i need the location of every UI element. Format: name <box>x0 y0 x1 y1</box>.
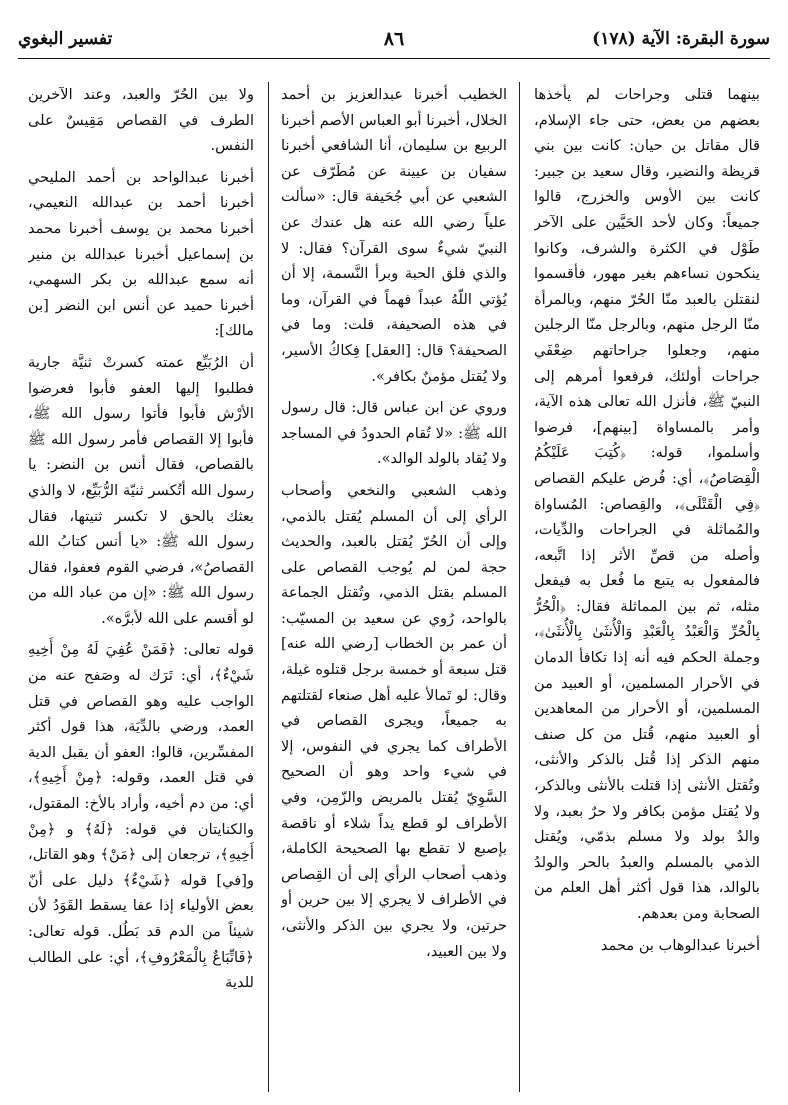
column-right <box>534 82 760 1092</box>
paragraph: قوله تعالى: ﴿فَمَنْ عُفِيَ لَهُ مِنْ أَخِيهِ شَيْءٌ﴾، أي: تَرَك له وصَفح عنه من الواجب عليه وهو القصاص في قتل العمد، ورضي بالدِّيَة، هذا قول أكثر المفسِّرين، قالوا: العفو أن يقبل الدية في قتل العمد، وقوله: ﴿مِنْ أَخِيهِ﴾، أي: من دم أخيه، وأراد بالأخ: المقتول، والكنايتان في قوله: ﴿لَهُ﴾ و ﴿مِنْ أَخِيهِ﴾، ترجعان إلى ﴿مَنْ﴾ وهو القاتل، و[في] قوله ﴿شَيْءٌ﴾ دليل على أنّ بعض الأولياء إذا عفا يسقط القَوَدُ لأن شيئاً من الدم قد بَطُل. قوله تعالى: ﴿فَاتِّبَاعٌ بِالْمَعْرُوفِ﴾، أي: على الطالب للدية <box>28 641 254 992</box>
page-header <box>18 22 770 56</box>
paragraph: أن الرُبَيِّع عمته كسرتْ ثنيَّة جارية فطلبوا إليها العفو فأبوا فعرضوا الأرْش فأبوا فأتوا رسول الله ﷺ، فأبوا إلا القصاص فأمر رسول الله ﷺ بالقصاص، فقال أنس بن النضر: يا رسول الله أتُكسر ثنيّة الرُّبَيِّع، لا والذي بعثك بالحق لا تكسر ثنيتها، فقال رسول الله ﷺ: «يا أنس كتابُ الله القصاصُ»، فرضي القوم فعفوا، فقال رسول الله ﷺ: «إن من عباد الله من لو أقسم على الله لأبرَّه». <box>28 353 254 627</box>
paragraph: بينهما قتلى وجراحات لم يأخذها بعضهم من بعض، حتى جاء الإسلام، قال مقاتل بن حيان: كانت بين بني قريظة والنضير، وقال سعيد بن جبير: كانت بين الأوس والخزرج، قالوا جميعاً: وكان لأحد الحَيَّين على الآخر طَوْل في الكثرة والشرف، وكانوا ينكحون نساءهم بغير مهور، فأقسموا لنقتلن بالعبد منّا الحُرّ منهم، وبالمرأة منّا الرجل منهم، وبالرجل منّا الرجلين منهم، وجعلوا جراحاتهم ضِعْفَي جراحات أولئك، فرفعوا أمرهم إلى النبيّ ﷺ، فأنزل الله تعالى هذه الآية، وأمر بالمساواة [بينهم]، فرضوا وأسلموا، قوله: ﴿كُتِبَ عَلَيْكُمُ الْقِصَاصُ﴾، أي: فُرض عليكم القصاص ﴿فِي الْقَتْلَى﴾، والقِصاص: المُساواة والمُماثلة في الجراحات والدِّيات، وأصله من قصِّ الأثر إذا اتَّبعه، فالمفعول به يتبع ما فُعل به فيفعل مثله، ثم بين المماثلة فقال: ﴿الْحُرُّ بِالْحُرِّ وَالْعَبْدُ بِالْعَبْدِ وَالْأُنثَىٰ بِالْأُنثَىٰ﴾، وجملة الحكم فيه أنه إذا تكافأ الدمان في الأحرار المسلمين، أو العبيد من المسلمين، أو الأحرار من المعاهدين أو العبيد منهم، قُتل من كل صنف منهم الذكر إذا قُتل بالذكر والأنثى، وتُقتل الأنثى إذا قتلت بالأنثى وبالذكر، ولا يُقتل مؤمن بكافر ولا حرٌ بعبد، ولا والدٌ بولد ولا مسلم بذمّي، ويُقتل الذمي بالمسلم والعبدُ بالحر والولدُ بالوالد، هذا قول أكثر أهل العلم من الصحابة ومن بعدهم. <box>534 86 760 922</box>
paragraph: وذهب الشعبي والنخعي وأصحاب الرأي إلى أن المسلم يُقتل بالذمي، وإلى أن الحُرّ يُقتل بالعبد، والحديث حجة لمن لم يُوجب القصاص على المسلم بقتل الذمي، وتُقتل الجماعة بالواحد، رُوي عن سعيد بن المسيّب: أن عمر بن الخطاب [رضي الله عنه] قتل سبعة أو خمسة برجل قتلوه غيلة، وقال: لو تَمالأ عليه أهل صنعاء لقتلتهم به جميعاً، ويجرى القصاص في الأطراف كما يجري في النفوس، إلا في شيء واحد وهو أن الصحيح السَّوِيّ يُقتل بالمريض والزّمِن، وفي الأطراف لو قطع يداً شلاء أو ناقصة بإصبع لا تقطع بها الصحيحة الكاملة، وذهب أصحاب الرأي إلى أن القِصاص في الأطراف لا يجري إلا بين حرين أو حرتين، ولا يجري بين الذكر والأنثى، ولا بين العبيد، <box>281 481 507 960</box>
paragraph: ولا بين الحُرّ والعبد، وعند الآخرين الطرف في القصاص مَقِيسٌ على النفس. <box>28 86 254 155</box>
column-left <box>28 82 254 1092</box>
paragraph: أخبرنا عبدالواحد بن أحمد المليحي أخبرنا أحمد بن عبدالله النعيمي، أخبرنا محمد بن يوسف أخبرنا محمد بن إسماعيل أخبرنا عبدالله بن منير أنه سمع عبدالله بن بكر السهمي، أخبرنا حميد عن أنس ابن النضر [بن مالك]: <box>28 168 254 340</box>
column-middle <box>281 82 507 1092</box>
surah-reference: سورة البقرة: الآية (١٧٨) <box>592 29 770 49</box>
header-rule <box>18 58 770 59</box>
paragraph: وروي عن ابن عباس قال: قال رسول الله ﷺ: «لا تُقام الحدودُ في المساجد ولا يُقاد بالولد الوالد». <box>281 399 507 468</box>
column-divider <box>268 82 269 1092</box>
paragraph: الخطيب أخبرنا عبدالعزيز بن أحمد الخلال، أخبرنا أبو العباس الأصم أخبرنا الربيع بن سليمان، أنا الشافعي أخبرنا سفيان بن عيينة عن مُطَرّف عن الشعبي عن أبي جُحَيفة قال: «سألت علياً رضي الله عنه هل عندك عن النبيّ شيءٌ سوى القرآن؟ فقال: لا والذي فلق الحبة وبرأ النَّسمة، إلا أن يُؤتي اللّهُ عبداً فهماً في القرآن، وما في هذه الصحيفة، قلت: وما في الصحيفة؟ قال: [العقل] فِكاكُ الأسير، ولا يُقتل مؤمنٌ بكافر». <box>281 86 507 385</box>
paragraph: أخبرنا عبدالوهاب بن محمد <box>600 936 760 954</box>
book-title: تفسير البغوي <box>18 29 113 49</box>
page-number: ٨٦ <box>383 28 405 50</box>
column-divider <box>519 82 520 1092</box>
